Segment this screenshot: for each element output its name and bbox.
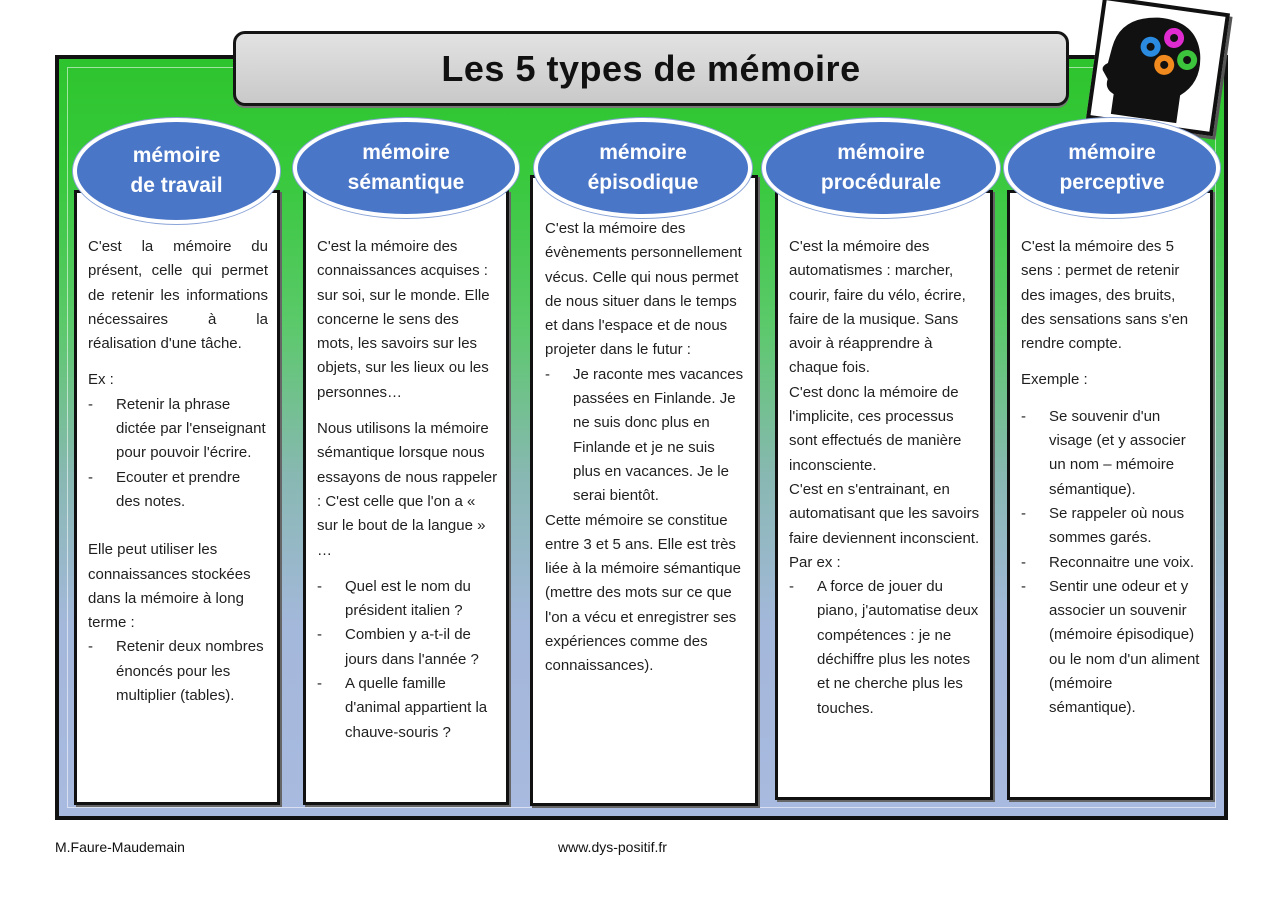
paragraph: C'est en s'entrainant, en automatisant que les savoirs faire deviennent inconscient. [789,480,980,547]
example-item: - Retenir la phrase dictée par l'enseignant pour pouvoir l'écrire. [88,393,268,466]
oval-memoire-semantique [293,118,519,218]
text-memoire-perceptive [1021,235,1201,721]
example-item: - A quelle famille d'animal appartient la chauve-souris ? [317,672,499,745]
author-credit: M.Faure-Maudemain [55,839,185,855]
definition: C'est la mémoire des évènements personnellement vécus. Celle qui nous permet de nous situer dans le temps et dans l'espace et de nous projeter dans le futur : [545,220,742,359]
paragraph: C'est donc la mémoire de l'implicite, ces processus sont effectués de manière inconsciente. [789,383,962,474]
oval-label: mémoire procédurale [820,140,942,194]
oval-memoire-procedurale [762,118,1000,218]
paragraph: Elle peut utiliser les connaissances stockées dans la mémoire à long terme : [88,541,251,632]
oval-label: mémoire épisodique [587,140,699,194]
page-title: Les 5 types de mémoire [441,47,861,89]
definition: C'est la mémoire du présent, celle qui permet de retenir les informations nécessaires à la réalisation d'une tâche. [88,238,268,353]
website-link[interactable]: www.dys-positif.fr [558,839,667,855]
example-heading: Ex : [88,371,114,389]
text-memoire-semantique [317,235,499,745]
example-item: - Se rappeler où nous sommes garés. [1021,502,1201,551]
paragraph: Nous utilisons la mémoire sémantique lorsque nous essayons de nous rappeler : C'est celle que l'on a « sur le bout de la langue » … [317,420,498,559]
definition: C'est la mémoire des connaissances acquises : sur soi, sur le monde. Elle concerne le sens des mots, les savoirs sur les objets, sur les lieux ou les personnes… [317,238,490,401]
example-heading: Exemple : [1021,371,1088,389]
definition: C'est la mémoire des automatismes : marcher, courir, faire du vélo, écrire, faire de la musique. Sans avoir à réapprendre à chaque fois. [789,238,966,377]
text-memoire-de-travail [88,235,268,708]
example-heading: Par ex : [789,553,841,571]
oval-memoire-episodique [534,118,752,218]
oval-label: mémoire de travail [130,143,223,197]
text-memoire-procedurale [789,235,981,721]
example-item: - Se souvenir d'un visage (et y associer un nom – mémoire sémantique). [1021,405,1201,502]
paragraph: Cette mémoire se constitue entre 3 et 5 ans. Elle est très liée à la mémoire sémantique (mettre des mots sur ce que l'on a vécu et enregistrer ses expériences comme des connaissances). [545,511,741,675]
example-item: - Je raconte mes vacances passées en Finlande. Je ne suis donc plus en Finlande et je ne suis plus en vacances. Je le serai bientôt. [545,363,745,509]
example-item: - A force de jouer du piano, j'automatise deux compétences : je ne déchiffre plus les notes et ne cherche plus les touches. [789,575,981,721]
definition: C'est la mémoire des 5 sens : permet de retenir des images, des bruits, des sensations sans s'en rendre compte. [1021,238,1189,353]
example-item: - Quel est le nom du président italien ? [317,575,499,624]
oval-memoire-perceptive [1004,118,1220,218]
example-item: - Ecouter et prendre des notes. [88,466,268,515]
example-item: - Reconnaitre une voix. [1021,551,1201,575]
example-item: - Combien y a-t-il de jours dans l'année ? [317,623,499,672]
example-item: - Retenir deux nombres énoncés pour les multiplier (tables). [88,635,268,708]
oval-label: mémoire sémantique [347,140,465,194]
oval-label: mémoire perceptive [1059,140,1165,194]
example-item: - Sentir une odeur et y associer un souvenir (mémoire épisodique) ou le nom d'un aliment (mémoire sémantique). [1021,575,1201,721]
oval-memoire-de-travail [73,118,280,224]
head-gears-icon [1086,0,1230,136]
title-banner [233,31,1069,106]
text-memoire-episodique [545,217,745,679]
